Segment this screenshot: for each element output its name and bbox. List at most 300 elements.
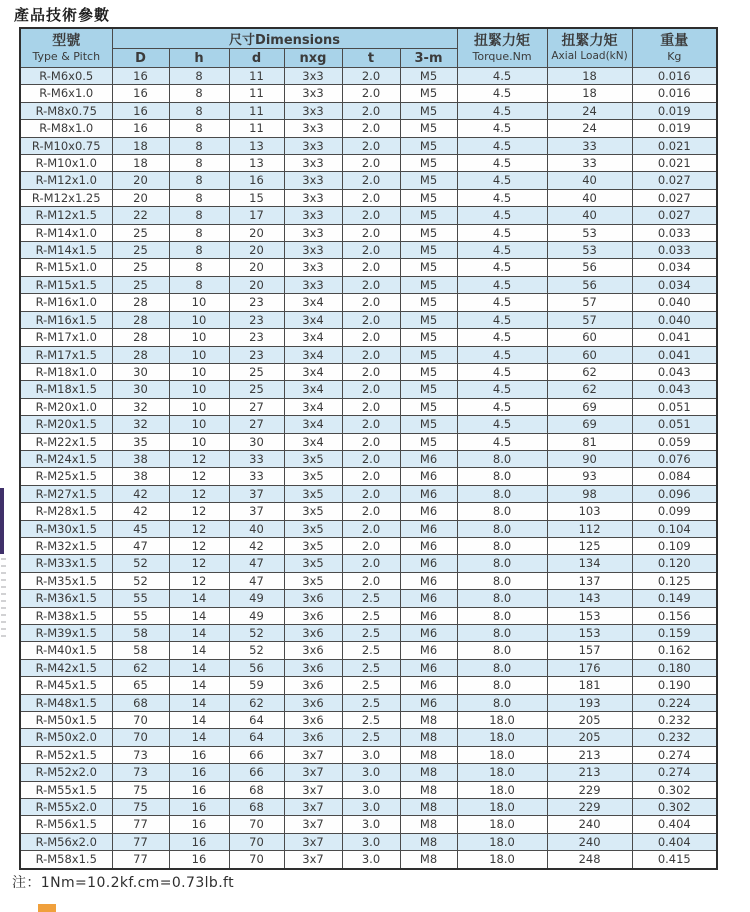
- value-cell: 20: [112, 189, 169, 206]
- value-cell: 2.0: [342, 433, 400, 450]
- model-cell: R-M48x1.5: [20, 694, 112, 711]
- value-cell: 8.0: [457, 677, 547, 694]
- value-cell: 68: [229, 799, 284, 816]
- value-cell: 3x4: [284, 363, 342, 380]
- table-row: [20, 520, 717, 537]
- table-row: [20, 416, 717, 433]
- header-dim-d: d: [229, 49, 284, 68]
- value-cell: 40: [229, 520, 284, 537]
- value-cell: 193: [547, 694, 632, 711]
- model-cell: R-M17x1.5: [20, 346, 112, 363]
- table-row: [20, 833, 717, 850]
- value-cell: 18: [547, 85, 632, 102]
- value-cell: 66: [229, 746, 284, 763]
- table-row: [20, 799, 717, 816]
- model-cell: R-M10x0.75: [20, 137, 112, 154]
- value-cell: 3x6: [284, 625, 342, 642]
- value-cell: 3x7: [284, 799, 342, 816]
- value-cell: M5: [400, 120, 457, 137]
- value-cell: 4.5: [457, 120, 547, 137]
- value-cell: 2.5: [342, 659, 400, 676]
- value-cell: 8.0: [457, 503, 547, 520]
- value-cell: 3x4: [284, 294, 342, 311]
- value-cell: 3x3: [284, 155, 342, 172]
- model-cell: R-M14x1.0: [20, 224, 112, 241]
- value-cell: M8: [400, 851, 457, 869]
- value-cell: 213: [547, 746, 632, 763]
- table-row: [20, 607, 717, 624]
- value-cell: 8.0: [457, 625, 547, 642]
- model-cell: R-M50x2.0: [20, 729, 112, 746]
- value-cell: 30: [229, 433, 284, 450]
- model-cell: R-M6x0.5: [20, 68, 112, 85]
- table-row: [20, 537, 717, 554]
- value-cell: 205: [547, 729, 632, 746]
- model-cell: R-M15x1.5: [20, 276, 112, 293]
- value-cell: 3x5: [284, 503, 342, 520]
- value-cell: 10: [169, 398, 229, 415]
- value-cell: 73: [112, 764, 169, 781]
- value-cell: 10: [169, 294, 229, 311]
- value-cell: 205: [547, 712, 632, 729]
- value-cell: 2.0: [342, 555, 400, 572]
- value-cell: 11: [229, 102, 284, 119]
- value-cell: 2.0: [342, 398, 400, 415]
- value-cell: 3x4: [284, 416, 342, 433]
- table-row: [20, 276, 717, 293]
- header-weight-zh: 重量: [660, 33, 689, 49]
- model-cell: R-M52x2.0: [20, 764, 112, 781]
- value-cell: 3x3: [284, 172, 342, 189]
- value-cell: 8.0: [457, 607, 547, 624]
- value-cell: M5: [400, 242, 457, 259]
- model-cell: R-M30x1.5: [20, 520, 112, 537]
- table-row: [20, 224, 717, 241]
- value-cell: 73: [112, 746, 169, 763]
- value-cell: 32: [112, 398, 169, 415]
- value-cell: 16: [169, 746, 229, 763]
- value-cell: 8.0: [457, 520, 547, 537]
- value-cell: 18: [112, 137, 169, 154]
- value-cell: 0.021: [632, 155, 717, 172]
- model-cell: R-M17x1.0: [20, 329, 112, 346]
- model-cell: R-M8x0.75: [20, 102, 112, 119]
- value-cell: 4.5: [457, 363, 547, 380]
- table-row: [20, 450, 717, 467]
- value-cell: 2.0: [342, 276, 400, 293]
- value-cell: 55: [112, 607, 169, 624]
- value-cell: 3x5: [284, 572, 342, 589]
- table-row: [20, 485, 717, 502]
- value-cell: 3x4: [284, 398, 342, 415]
- value-cell: 56: [547, 276, 632, 293]
- value-cell: 0.051: [632, 416, 717, 433]
- header-type-en: Type & Pitch: [32, 50, 101, 63]
- value-cell: 0.274: [632, 764, 717, 781]
- value-cell: 3x5: [284, 537, 342, 554]
- value-cell: 62: [547, 381, 632, 398]
- value-cell: 66: [229, 764, 284, 781]
- value-cell: 0.040: [632, 294, 717, 311]
- value-cell: M6: [400, 503, 457, 520]
- value-cell: 3x4: [284, 311, 342, 328]
- value-cell: 10: [169, 363, 229, 380]
- value-cell: 2.5: [342, 729, 400, 746]
- value-cell: 8.0: [457, 468, 547, 485]
- value-cell: M5: [400, 85, 457, 102]
- value-cell: M8: [400, 781, 457, 798]
- value-cell: 20: [229, 224, 284, 241]
- table-row: [20, 207, 717, 224]
- value-cell: 3x7: [284, 746, 342, 763]
- value-cell: M6: [400, 694, 457, 711]
- table-row: [20, 625, 717, 642]
- model-cell: R-M24x1.5: [20, 450, 112, 467]
- value-cell: 134: [547, 555, 632, 572]
- value-cell: 0.027: [632, 189, 717, 206]
- value-cell: 10: [169, 381, 229, 398]
- value-cell: 16: [169, 833, 229, 850]
- value-cell: 3x3: [284, 259, 342, 276]
- value-cell: 2.0: [342, 120, 400, 137]
- table-row: [20, 259, 717, 276]
- value-cell: 2.0: [342, 363, 400, 380]
- value-cell: 12: [169, 468, 229, 485]
- table-row: [20, 346, 717, 363]
- value-cell: 4.5: [457, 68, 547, 85]
- value-cell: 3x5: [284, 450, 342, 467]
- value-cell: 16: [169, 851, 229, 869]
- value-cell: 3x4: [284, 381, 342, 398]
- value-cell: M5: [400, 68, 457, 85]
- value-cell: 8: [169, 102, 229, 119]
- value-cell: 0.224: [632, 694, 717, 711]
- value-cell: 75: [112, 799, 169, 816]
- value-cell: 0.016: [632, 85, 717, 102]
- value-cell: 3x3: [284, 137, 342, 154]
- value-cell: 3x5: [284, 555, 342, 572]
- value-cell: 4.5: [457, 416, 547, 433]
- value-cell: 2.5: [342, 590, 400, 607]
- value-cell: 0.027: [632, 207, 717, 224]
- value-cell: 18.0: [457, 833, 547, 850]
- value-cell: M5: [400, 155, 457, 172]
- table-row: [20, 102, 717, 119]
- value-cell: M6: [400, 659, 457, 676]
- value-cell: 2.0: [342, 346, 400, 363]
- value-cell: 0.019: [632, 120, 717, 137]
- value-cell: 23: [229, 311, 284, 328]
- model-cell: R-M40x1.5: [20, 642, 112, 659]
- table-row: [20, 468, 717, 485]
- value-cell: 58: [112, 625, 169, 642]
- model-cell: R-M6x1.0: [20, 85, 112, 102]
- value-cell: 0.034: [632, 276, 717, 293]
- value-cell: 0.104: [632, 520, 717, 537]
- model-cell: R-M12x1.5: [20, 207, 112, 224]
- value-cell: 137: [547, 572, 632, 589]
- value-cell: 3x3: [284, 276, 342, 293]
- value-cell: M6: [400, 590, 457, 607]
- value-cell: 14: [169, 729, 229, 746]
- value-cell: 14: [169, 694, 229, 711]
- value-cell: 12: [169, 555, 229, 572]
- value-cell: 24: [547, 102, 632, 119]
- value-cell: 16: [169, 799, 229, 816]
- header-dimensions-group: 尺寸Dimensions: [112, 28, 457, 49]
- table-row: [20, 729, 717, 746]
- model-cell: R-M39x1.5: [20, 625, 112, 642]
- value-cell: 90: [547, 450, 632, 467]
- value-cell: 0.120: [632, 555, 717, 572]
- value-cell: 0.033: [632, 242, 717, 259]
- model-cell: R-M20x1.5: [20, 416, 112, 433]
- value-cell: 68: [112, 694, 169, 711]
- value-cell: 0.159: [632, 625, 717, 642]
- value-cell: 33: [547, 155, 632, 172]
- value-cell: 25: [229, 381, 284, 398]
- value-cell: 4.5: [457, 294, 547, 311]
- value-cell: 20: [229, 242, 284, 259]
- table-row: [20, 329, 717, 346]
- value-cell: 2.0: [342, 311, 400, 328]
- table-row: [20, 294, 717, 311]
- model-cell: R-M52x1.5: [20, 746, 112, 763]
- value-cell: 30: [112, 381, 169, 398]
- value-cell: 3x5: [284, 485, 342, 502]
- value-cell: 4.5: [457, 276, 547, 293]
- value-cell: 10: [169, 329, 229, 346]
- value-cell: M5: [400, 346, 457, 363]
- value-cell: 32: [112, 416, 169, 433]
- table-row: [20, 590, 717, 607]
- model-cell: R-M45x1.5: [20, 677, 112, 694]
- value-cell: 2.5: [342, 642, 400, 659]
- model-cell: R-M10x1.0: [20, 155, 112, 172]
- value-cell: M8: [400, 816, 457, 833]
- value-cell: 70: [229, 851, 284, 869]
- table-row: [20, 137, 717, 154]
- header-axial-zh: 扭緊力矩: [561, 33, 618, 49]
- value-cell: 4.5: [457, 398, 547, 415]
- value-cell: 62: [547, 363, 632, 380]
- header-dim-D: D: [112, 49, 169, 68]
- value-cell: M5: [400, 329, 457, 346]
- value-cell: 0.041: [632, 346, 717, 363]
- value-cell: 93: [547, 468, 632, 485]
- value-cell: 18.0: [457, 851, 547, 869]
- value-cell: 112: [547, 520, 632, 537]
- value-cell: 0.076: [632, 450, 717, 467]
- value-cell: 8: [169, 172, 229, 189]
- value-cell: 157: [547, 642, 632, 659]
- header-dim-h: h: [169, 49, 229, 68]
- value-cell: 0.109: [632, 537, 717, 554]
- table-row: [20, 555, 717, 572]
- value-cell: 53: [547, 224, 632, 241]
- value-cell: 0.096: [632, 485, 717, 502]
- value-cell: 2.0: [342, 485, 400, 502]
- value-cell: 2.0: [342, 224, 400, 241]
- value-cell: M5: [400, 398, 457, 415]
- value-cell: 240: [547, 816, 632, 833]
- value-cell: 2.0: [342, 102, 400, 119]
- value-cell: M5: [400, 276, 457, 293]
- value-cell: 0.041: [632, 329, 717, 346]
- value-cell: 3x3: [284, 207, 342, 224]
- value-cell: 37: [229, 485, 284, 502]
- value-cell: 12: [169, 572, 229, 589]
- value-cell: 2.0: [342, 520, 400, 537]
- value-cell: 3x4: [284, 346, 342, 363]
- value-cell: 2.5: [342, 625, 400, 642]
- header-weight: [632, 28, 717, 68]
- value-cell: 0.033: [632, 224, 717, 241]
- value-cell: 18.0: [457, 746, 547, 763]
- value-cell: 240: [547, 833, 632, 850]
- value-cell: 16: [169, 816, 229, 833]
- value-cell: 8: [169, 68, 229, 85]
- value-cell: 3x3: [284, 224, 342, 241]
- value-cell: M8: [400, 799, 457, 816]
- table-row: [20, 781, 717, 798]
- value-cell: 8.0: [457, 555, 547, 572]
- value-cell: 3x5: [284, 520, 342, 537]
- value-cell: 229: [547, 799, 632, 816]
- value-cell: 0.043: [632, 363, 717, 380]
- value-cell: 0.084: [632, 468, 717, 485]
- value-cell: 8: [169, 276, 229, 293]
- model-cell: R-M55x2.0: [20, 799, 112, 816]
- value-cell: 16: [112, 102, 169, 119]
- table-row: [20, 85, 717, 102]
- value-cell: 3x5: [284, 468, 342, 485]
- value-cell: 2.5: [342, 677, 400, 694]
- value-cell: 2.0: [342, 68, 400, 85]
- value-cell: M5: [400, 259, 457, 276]
- header-axial-en: Axial Load(kN): [551, 50, 628, 62]
- value-cell: 0.149: [632, 590, 717, 607]
- value-cell: 4.5: [457, 172, 547, 189]
- value-cell: 8: [169, 242, 229, 259]
- value-cell: 3x6: [284, 694, 342, 711]
- value-cell: 42: [229, 537, 284, 554]
- value-cell: 3.0: [342, 746, 400, 763]
- value-cell: 3.0: [342, 781, 400, 798]
- value-cell: 3x7: [284, 781, 342, 798]
- value-cell: M6: [400, 468, 457, 485]
- value-cell: M5: [400, 294, 457, 311]
- value-cell: M6: [400, 625, 457, 642]
- value-cell: 0.232: [632, 712, 717, 729]
- value-cell: M6: [400, 572, 457, 589]
- value-cell: M5: [400, 189, 457, 206]
- value-cell: M5: [400, 172, 457, 189]
- value-cell: 81: [547, 433, 632, 450]
- value-cell: 4.5: [457, 207, 547, 224]
- value-cell: 0.274: [632, 746, 717, 763]
- value-cell: 52: [112, 555, 169, 572]
- page-edge-marks: [1, 558, 6, 642]
- value-cell: 2.0: [342, 503, 400, 520]
- value-cell: 28: [112, 311, 169, 328]
- value-cell: 3x7: [284, 816, 342, 833]
- value-cell: 0.027: [632, 172, 717, 189]
- value-cell: 28: [112, 346, 169, 363]
- model-cell: R-M12x1.25: [20, 189, 112, 206]
- value-cell: M5: [400, 207, 457, 224]
- value-cell: M6: [400, 485, 457, 502]
- spec-table: [19, 27, 718, 870]
- value-cell: 98: [547, 485, 632, 502]
- page-edge-strip: [0, 488, 4, 554]
- value-cell: 38: [112, 468, 169, 485]
- value-cell: 23: [229, 329, 284, 346]
- value-cell: 4.5: [457, 433, 547, 450]
- table-row: [20, 746, 717, 763]
- value-cell: 0.180: [632, 659, 717, 676]
- model-cell: R-M38x1.5: [20, 607, 112, 624]
- orange-corner-block: [38, 904, 56, 912]
- value-cell: 8: [169, 207, 229, 224]
- value-cell: 0.302: [632, 799, 717, 816]
- value-cell: 4.5: [457, 137, 547, 154]
- value-cell: 70: [229, 833, 284, 850]
- value-cell: 2.0: [342, 155, 400, 172]
- value-cell: 2.0: [342, 242, 400, 259]
- value-cell: 16: [169, 781, 229, 798]
- value-cell: 3x4: [284, 433, 342, 450]
- value-cell: 181: [547, 677, 632, 694]
- value-cell: 8.0: [457, 572, 547, 589]
- value-cell: 42: [112, 503, 169, 520]
- value-cell: 2.0: [342, 172, 400, 189]
- value-cell: 8: [169, 85, 229, 102]
- value-cell: 3.0: [342, 816, 400, 833]
- table-row: [20, 433, 717, 450]
- value-cell: 69: [547, 416, 632, 433]
- value-cell: 0.156: [632, 607, 717, 624]
- value-cell: 8: [169, 120, 229, 137]
- value-cell: 13: [229, 155, 284, 172]
- value-cell: 69: [547, 398, 632, 415]
- value-cell: 3x6: [284, 607, 342, 624]
- value-cell: 0.040: [632, 311, 717, 328]
- value-cell: 35: [112, 433, 169, 450]
- model-cell: R-M27x1.5: [20, 485, 112, 502]
- value-cell: M8: [400, 712, 457, 729]
- model-cell: R-M56x2.0: [20, 833, 112, 850]
- value-cell: 18.0: [457, 781, 547, 798]
- value-cell: 27: [229, 416, 284, 433]
- value-cell: 28: [112, 294, 169, 311]
- value-cell: 3x6: [284, 642, 342, 659]
- value-cell: 2.0: [342, 416, 400, 433]
- value-cell: 14: [169, 659, 229, 676]
- value-cell: 8: [169, 189, 229, 206]
- value-cell: 47: [112, 537, 169, 554]
- value-cell: M8: [400, 729, 457, 746]
- value-cell: 153: [547, 625, 632, 642]
- header-type: [20, 28, 112, 68]
- value-cell: 11: [229, 85, 284, 102]
- value-cell: 20: [112, 172, 169, 189]
- value-cell: 16: [112, 85, 169, 102]
- value-cell: 4.5: [457, 242, 547, 259]
- model-cell: R-M14x1.5: [20, 242, 112, 259]
- value-cell: M6: [400, 555, 457, 572]
- value-cell: M5: [400, 224, 457, 241]
